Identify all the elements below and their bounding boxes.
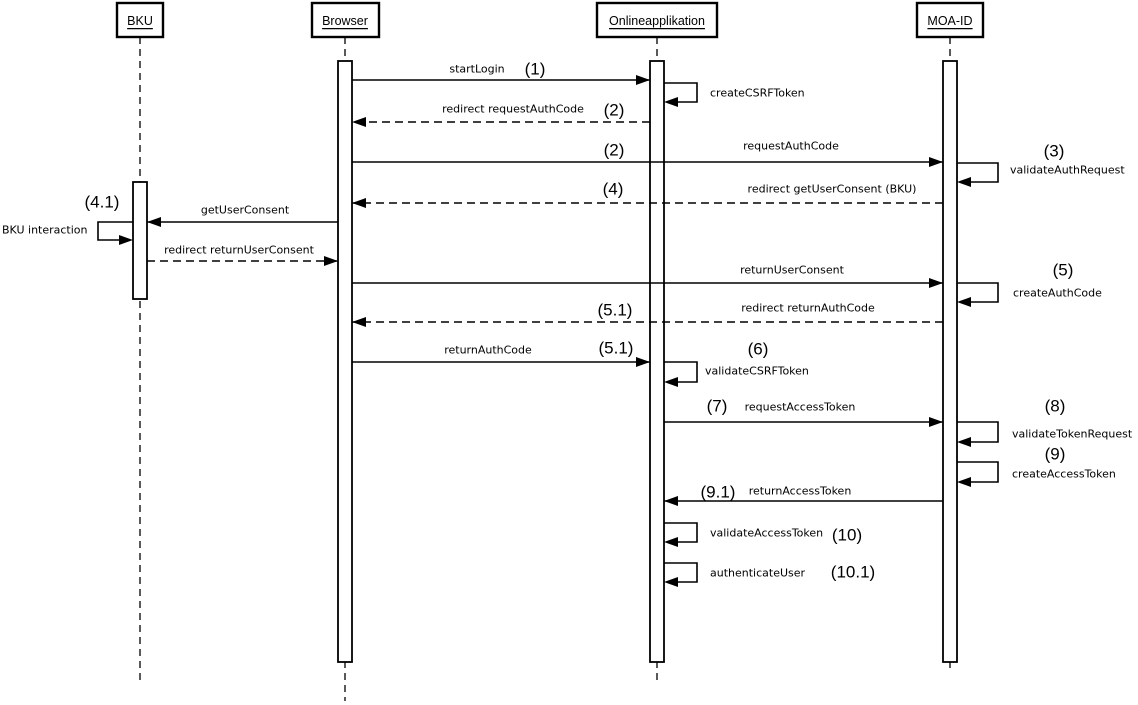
message-label-redirect-requestauthcode: redirect requestAuthCode bbox=[442, 102, 584, 116]
self-message-label-createauthcode: createAuthCode bbox=[1013, 286, 1102, 300]
message-number-redirect-requestauthcode: (2) bbox=[603, 100, 625, 120]
participant-label-moa-id: MOA-ID bbox=[927, 14, 973, 28]
message-label-returnauthcode: returnAuthCode bbox=[444, 343, 532, 357]
arrowhead-authenticateuser bbox=[664, 577, 678, 587]
arrowhead-validateauthrequest bbox=[957, 177, 971, 187]
self-message-number-validateaccesstoken: (10) bbox=[831, 525, 863, 545]
message-number-redirect-getuserconsent-bku: (4) bbox=[602, 179, 624, 199]
arrowhead-redirect-returnuserconsent bbox=[324, 256, 338, 266]
self-message-label-createcsrftoken: createCSRFToken bbox=[710, 86, 805, 100]
self-message-arrow-validateauthrequest bbox=[957, 163, 998, 182]
arrowhead-startlogin bbox=[636, 75, 650, 85]
arrowhead-createaccesstoken bbox=[957, 477, 971, 487]
arrowhead-validatecsrftoken bbox=[664, 377, 678, 387]
participant-label-bku: BKU bbox=[127, 14, 153, 28]
self-message-number-validateauthrequest: (3) bbox=[1043, 141, 1065, 161]
self-message-label-validateauthrequest: validateAuthRequest bbox=[1010, 163, 1125, 177]
activation-bar-moa-id bbox=[943, 61, 957, 662]
participant-label-browser: Browser bbox=[322, 14, 368, 28]
activation-bar-browser bbox=[338, 61, 352, 662]
message-label-redirect-returnauthcode: redirect returnAuthCode bbox=[741, 301, 875, 315]
self-message-arrow-createaccesstoken bbox=[957, 462, 998, 482]
self-message-label-bku-interaction: BKU interaction bbox=[2, 223, 88, 237]
arrowhead-redirect-requestauthcode bbox=[352, 117, 366, 127]
arrowhead-returnaccesstoken bbox=[664, 496, 678, 506]
message-label-returnuserconsent: returnUserConsent bbox=[740, 263, 844, 277]
message-number-startlogin: (1) bbox=[524, 59, 546, 79]
arrowhead-validatetokenrequest bbox=[957, 437, 971, 447]
message-number-requestauthcode: (2) bbox=[603, 140, 625, 160]
self-message-number-validatetokenrequest: (8) bbox=[1044, 396, 1066, 416]
activation-bar-onlineapplikation bbox=[650, 61, 664, 662]
message-number-requestaccesstoken: (7) bbox=[706, 396, 728, 416]
self-message-number-authenticateuser: (10.1) bbox=[830, 562, 876, 582]
self-message-arrow-authenticateuser bbox=[664, 563, 697, 582]
self-message-label-validateaccesstoken: validateAccessToken bbox=[710, 526, 824, 540]
arrowhead-getuserconsent bbox=[147, 217, 161, 227]
arrowhead-requestauthcode bbox=[929, 157, 943, 167]
arrowhead-createcsrftoken bbox=[664, 97, 678, 107]
self-message-label-validatecsrftoken: validateCSRFToken bbox=[705, 364, 809, 378]
message-label-requestaccesstoken: requestAccessToken bbox=[744, 400, 856, 414]
self-message-arrow-createcsrftoken bbox=[664, 83, 697, 102]
message-label-redirect-getuserconsent-bku: redirect getUserConsent (BKU) bbox=[747, 182, 917, 196]
arrowhead-returnuserconsent bbox=[929, 278, 943, 288]
message-label-redirect-returnuserconsent: redirect returnUserConsent bbox=[164, 243, 314, 257]
self-message-number-createaccesstoken: (9) bbox=[1044, 444, 1066, 464]
self-message-arrow-validatetokenrequest bbox=[957, 422, 998, 442]
self-message-label-validatetokenrequest: validateTokenRequest bbox=[1012, 427, 1133, 441]
arrowhead-bku-interaction bbox=[119, 235, 133, 245]
self-message-label-authenticateuser: authenticateUser bbox=[710, 566, 806, 580]
message-label-returnaccesstoken: returnAccessToken bbox=[748, 484, 852, 498]
self-message-number-validatecsrftoken: (6) bbox=[747, 339, 769, 359]
arrowhead-validateaccesstoken bbox=[664, 537, 678, 547]
participant-label-onlineapplikation: Onlineapplikation bbox=[609, 14, 705, 28]
self-message-arrow-validateaccesstoken bbox=[664, 523, 697, 542]
message-label-startlogin: startLogin bbox=[449, 62, 505, 76]
activation-bar-bku bbox=[133, 182, 147, 299]
self-message-arrow-validatecsrftoken bbox=[664, 362, 697, 382]
message-number-returnauthcode: (5.1) bbox=[598, 338, 634, 358]
self-message-number-bku-interaction: (4.1) bbox=[84, 192, 120, 212]
message-number-returnuserconsent: (5) bbox=[1052, 260, 1074, 280]
arrowhead-returnauthcode bbox=[636, 357, 650, 367]
message-label-getuserconsent: getUserConsent bbox=[200, 203, 290, 217]
message-label-requestauthcode: requestAuthCode bbox=[743, 139, 839, 153]
message-number-redirect-returnauthcode: (5.1) bbox=[597, 300, 633, 320]
self-message-arrow-bku-interaction bbox=[98, 222, 133, 240]
arrowhead-createauthcode bbox=[957, 297, 971, 307]
arrowhead-redirect-returnauthcode bbox=[352, 317, 366, 327]
message-number-returnaccesstoken: (9.1) bbox=[700, 482, 736, 502]
arrowhead-redirect-getuserconsent-bku bbox=[352, 198, 366, 208]
arrowhead-requestaccesstoken bbox=[929, 417, 943, 427]
self-message-arrow-createauthcode bbox=[957, 283, 998, 302]
self-message-label-createaccesstoken: createAccessToken bbox=[1012, 467, 1116, 481]
